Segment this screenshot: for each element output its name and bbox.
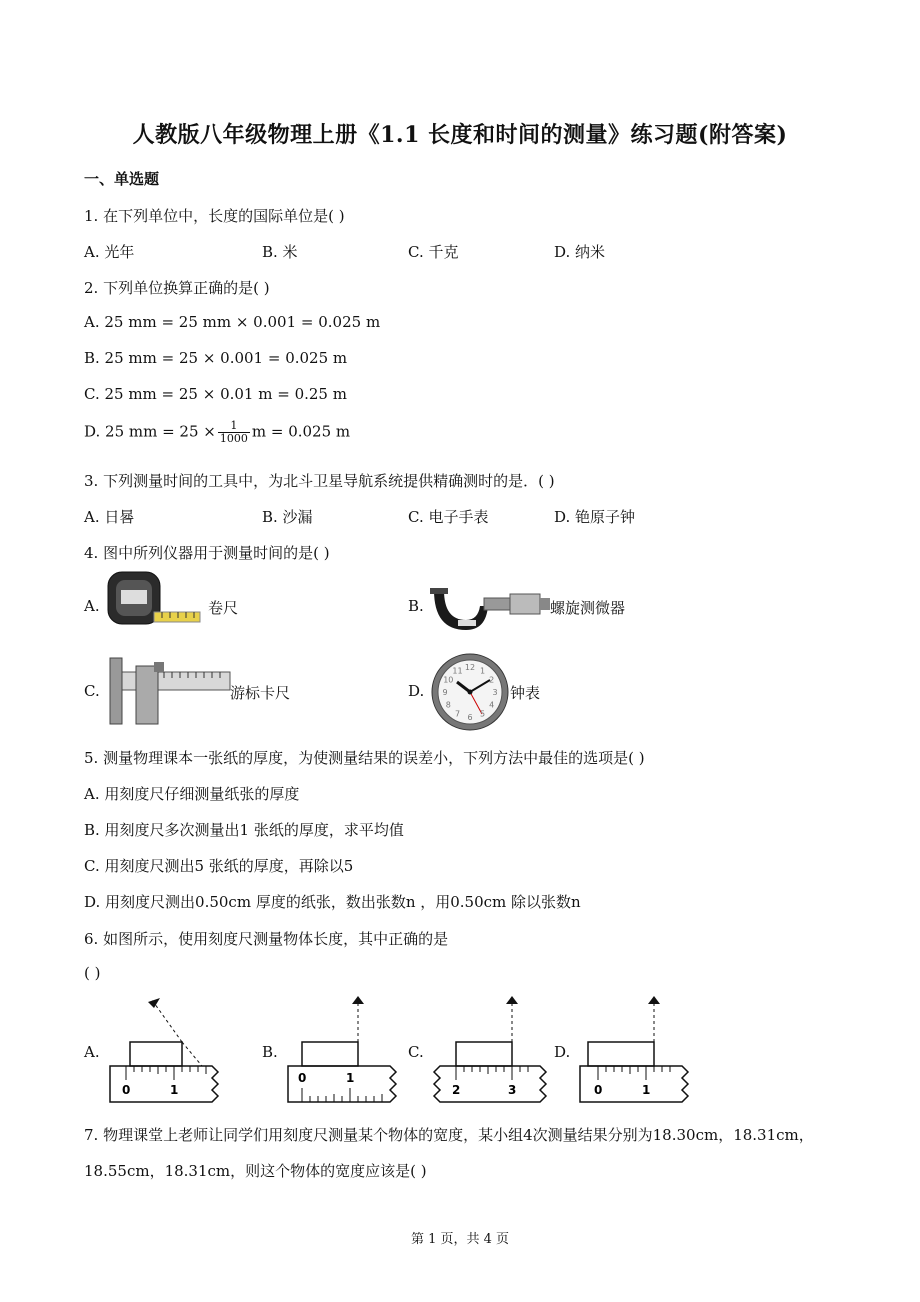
clock-numeral: 4 xyxy=(489,700,495,710)
q4-letter-b: B. xyxy=(408,597,424,615)
ruler-b-tick-0: 0 xyxy=(298,1071,307,1085)
q3-stem: 3. 下列测量时间的工具中，为北斗卫星导航系统提供精确测时的是．( ) xyxy=(84,472,555,490)
q2-d-suffix: m = 0.025 m xyxy=(251,422,351,441)
q2-d-fraction xyxy=(218,420,250,445)
q5-stem: 5. 测量物理课本一张纸的厚度，为使测量结果的误差小，下列方法中最佳的选项是( ) xyxy=(84,749,645,767)
ruler-figure-a xyxy=(104,994,226,1106)
q6-paren: ( ) xyxy=(84,964,101,982)
q2-option-c: C. 25 mm = 25 × 0.01 m = 0.25 m xyxy=(84,385,347,403)
clock-numeral: 10 xyxy=(443,675,454,685)
q4-stem: 4. 图中所列仪器用于测量时间的是( ) xyxy=(84,544,330,562)
q6-letter-d: D. xyxy=(554,1043,571,1061)
clock-numeral: 8 xyxy=(445,700,451,710)
micrometer-image xyxy=(428,580,552,636)
clock-numeral: 6 xyxy=(467,713,473,722)
clock-numeral: 9 xyxy=(442,688,448,697)
q1-option-b: B. 米 xyxy=(262,243,298,261)
q7-stem-line2: 18.55cm，18.31cm，则这个物体的宽度应该是( ) xyxy=(84,1162,427,1180)
page-title: 人教版八年级物理上册《1.1 长度和时间的测量》练习题(附答案) xyxy=(132,122,788,148)
vernier-caliper-image xyxy=(104,656,232,728)
q2-d-numerator: 1 xyxy=(218,420,250,433)
q3-option-a: A. 日晷 xyxy=(84,508,135,526)
clock-numeral: 1 xyxy=(479,666,486,676)
q2-option-d xyxy=(84,420,350,445)
ruler-b-tick-1: 1 xyxy=(346,1071,355,1085)
q3-option-c: C. 电子手表 xyxy=(408,508,489,526)
clock-numeral: 7 xyxy=(454,709,461,719)
q4-letter-a: A. xyxy=(84,597,100,615)
ruler-c-tick-0: 2 xyxy=(452,1083,461,1097)
q4-letter-c: C. xyxy=(84,682,100,700)
clock-numeral: 2 xyxy=(489,675,495,685)
clock-numeral: 5 xyxy=(479,709,486,719)
tape-measure-image xyxy=(104,568,204,638)
q3-option-d: D. 铯原子钟 xyxy=(554,508,636,526)
section-heading: 一、单选题 xyxy=(84,170,160,188)
q1-option-a: A. 光年 xyxy=(84,243,135,261)
clock-image xyxy=(430,652,510,732)
q2-option-a: A. 25 mm = 25 mm × 0.001 = 0.025 m xyxy=(84,313,381,331)
q2-option-b: B. 25 mm = 25 × 0.001 = 0.025 m xyxy=(84,349,348,367)
ruler-c-tick-1: 3 xyxy=(508,1083,517,1097)
ruler-d-tick-1: 1 xyxy=(642,1083,651,1097)
q6-letter-a: A. xyxy=(84,1043,100,1061)
ruler-a-tick-1: 1 xyxy=(170,1083,179,1097)
q5-option-a: A. 用刻度尺仔细测量纸张的厚度 xyxy=(84,785,300,803)
q1-stem: 1. 在下列单位中，长度的国际单位是( ) xyxy=(84,207,345,225)
q5-option-b: B. 用刻度尺多次测量出1 张纸的厚度，求平均值 xyxy=(84,821,404,839)
q5-option-d: D. 用刻度尺测出0.50cm 厚度的纸张，数出张数n ，用0.50cm 除以张数n xyxy=(84,893,581,911)
q2-d-prefix: D. 25 mm = 25 × xyxy=(84,422,216,441)
q2-d-denominator: 1000 xyxy=(219,432,248,445)
clock-numeral: 12 xyxy=(464,663,476,672)
q1-option-c: C. 千克 xyxy=(408,243,459,261)
q5-option-c: C. 用刻度尺测出5 张纸的厚度，再除以5 xyxy=(84,857,354,875)
ruler-d-tick-0: 0 xyxy=(594,1083,603,1097)
ruler-figure-c xyxy=(430,994,552,1106)
q4-label-d: 钟表 xyxy=(510,684,541,702)
ruler-figure-b xyxy=(282,994,404,1106)
page-footer: 第 1 页，共 4 页 xyxy=(410,1232,510,1247)
clock-numeral: 3 xyxy=(492,688,498,697)
q4-label-a: 卷尺 xyxy=(208,599,239,617)
q2-stem: 2. 下列单位换算正确的是( ) xyxy=(84,279,270,297)
q6-letter-c: C. xyxy=(408,1043,424,1061)
ruler-a-tick-0: 0 xyxy=(122,1083,131,1097)
q3-option-b: B. 沙漏 xyxy=(262,508,313,526)
q7-stem-line1: 7. 物理课堂上老师让同学们用刻度尺测量某个物体的宽度，某小组4次测量结果分别为18.30cm，18.31cm， xyxy=(84,1126,814,1144)
q6-stem: 6. 如图所示，使用刻度尺测量物体长度，其中正确的是 xyxy=(84,930,449,948)
q4-label-b: 螺旋测微器 xyxy=(550,599,626,617)
q6-letter-b: B. xyxy=(262,1043,278,1061)
q4-letter-d: D. xyxy=(408,682,425,700)
q1-option-d: D. 纳米 xyxy=(554,243,606,261)
q4-label-c: 游标卡尺 xyxy=(230,684,291,702)
ruler-figure-d xyxy=(574,994,696,1106)
clock-numeral: 11 xyxy=(452,666,463,676)
